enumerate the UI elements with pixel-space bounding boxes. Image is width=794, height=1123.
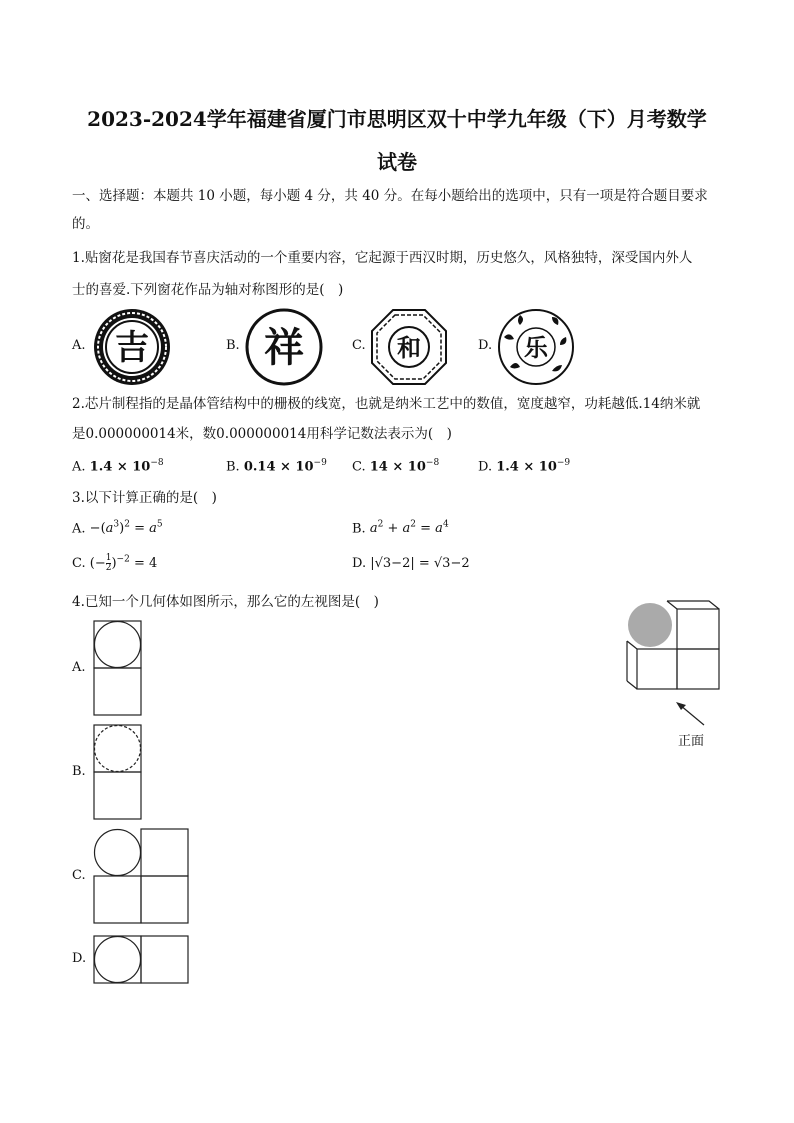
paper-cut-xiang-char: 祥 bbox=[264, 324, 304, 371]
q3-option-b-label: B. bbox=[352, 521, 366, 537]
q2-option-d-mantissa: 1.4 × 10 bbox=[496, 459, 557, 475]
q4-stem: 4.已知一个几何体如图所示，那么它的左视图是( ) bbox=[72, 594, 379, 610]
q4-option-a-label: A. bbox=[72, 660, 86, 675]
page-title: 2023-2024学年福建省厦门市思明区双十中学九年级（下）月考数学 bbox=[87, 107, 707, 131]
paper-cut-le-char: 乐 bbox=[524, 333, 548, 362]
q1-option-a-label: A. bbox=[72, 338, 86, 353]
q4-option-b-label: B. bbox=[72, 764, 86, 779]
front-view-label: 正面 bbox=[678, 734, 705, 749]
q2-option-a-exponent: −8 bbox=[150, 458, 164, 468]
q2-option-a-mantissa: 1.4 × 10 bbox=[89, 459, 151, 475]
q1-option-b-label: B. bbox=[226, 338, 240, 353]
q2-option-c-label: C. bbox=[352, 459, 366, 475]
q3-option-a-label: A. bbox=[72, 521, 86, 537]
paper-cut-le-image bbox=[496, 307, 576, 387]
q2-option-c-exponent: −8 bbox=[425, 458, 440, 468]
q1-option-c-label: C. bbox=[352, 338, 366, 353]
paper-cut-xiang-image bbox=[244, 307, 324, 387]
sphere-shape bbox=[628, 603, 672, 647]
q3-option-a bbox=[72, 520, 163, 536]
q2-option-c-mantissa: 14 × 10 bbox=[369, 459, 426, 475]
q3-option-d-mid: 3−2| = bbox=[382, 556, 430, 571]
section-heading-line2: 的。 bbox=[72, 216, 99, 232]
q2-option-a-label: A. bbox=[72, 459, 86, 475]
q2-option-c bbox=[352, 458, 439, 474]
q3-option-c bbox=[72, 554, 157, 573]
q4-option-d-label: D. bbox=[72, 951, 87, 966]
q2-option-b-exponent: −9 bbox=[313, 458, 327, 468]
q2-option-d-label: D. bbox=[478, 459, 493, 475]
paper-cut-ji-char: 吉 bbox=[115, 328, 149, 368]
q3-option-b bbox=[352, 520, 449, 536]
section-heading: 一、选择题：本题共 10 小题，每小题 4 分，共 40 分。在每小题给出的选项中，只有一项是符合题目要求 bbox=[72, 188, 708, 204]
q3-option-c-expr: (− $\frac{1}{2}$ )$^{-2}$ = 4 bbox=[89, 553, 158, 573]
q2-option-b bbox=[226, 458, 327, 474]
paper-cut-he-char: 和 bbox=[397, 333, 421, 362]
q3-option-d-expr: |√3−2| = √3−2 bbox=[370, 556, 470, 571]
q1-stem: 1.贴窗花是我国春节喜庆活动的一个重要内容，它起源于西汉时期，历史悠久，风格独特，深受国内外人 bbox=[72, 250, 693, 266]
q3-option-d-label: D. bbox=[352, 556, 367, 571]
q3-stem: 3.以下计算正确的是( ) bbox=[72, 490, 217, 506]
solid-figure-diagram bbox=[620, 592, 730, 722]
q2-option-d-exponent: −9 bbox=[556, 458, 571, 468]
q3-option-b-expr: $a^2 + a^2 = a^4$ bbox=[369, 520, 449, 537]
q2-stem: 2.芯片制程指的是晶体管结构中的栅极的线宽，也就是纳米工艺中的数值，宽度越窄，功耗越低.14纳米就 bbox=[72, 396, 701, 412]
q3-option-d-tail: 3−2 bbox=[442, 556, 470, 571]
q3-option-c-label: C. bbox=[72, 556, 86, 571]
q2-option-d bbox=[478, 458, 570, 474]
q3-option-c-tail: = 4 bbox=[133, 556, 158, 571]
q3-option-d bbox=[352, 556, 470, 571]
paper-cut-ji-image bbox=[92, 307, 172, 387]
paper-cut-he-image bbox=[370, 308, 448, 386]
q2-option-a bbox=[72, 458, 164, 474]
q4-option-a-view bbox=[93, 620, 143, 716]
q1-stem-line2: 士的喜爱.下列窗花作品为轴对称图形的是( ) bbox=[72, 282, 344, 298]
q4-option-c-label: C. bbox=[72, 868, 86, 883]
q2-option-b-label: B. bbox=[226, 459, 240, 475]
q2-option-b-mantissa: 0.14 × 10 bbox=[243, 459, 314, 475]
q1-option-d-label: D. bbox=[478, 338, 493, 353]
q4-option-d-view bbox=[93, 935, 191, 985]
page-title-line2: 试卷 bbox=[377, 150, 417, 174]
q4-option-b-view bbox=[93, 724, 143, 820]
q2-stem-line2: 是0.000000014米，数0.000000014用科学记数法表示为( ) bbox=[72, 426, 452, 442]
q3-option-a-expr: $-(a^3)^2 = a^5$ bbox=[89, 520, 163, 537]
q4-option-c-view bbox=[93, 828, 191, 924]
